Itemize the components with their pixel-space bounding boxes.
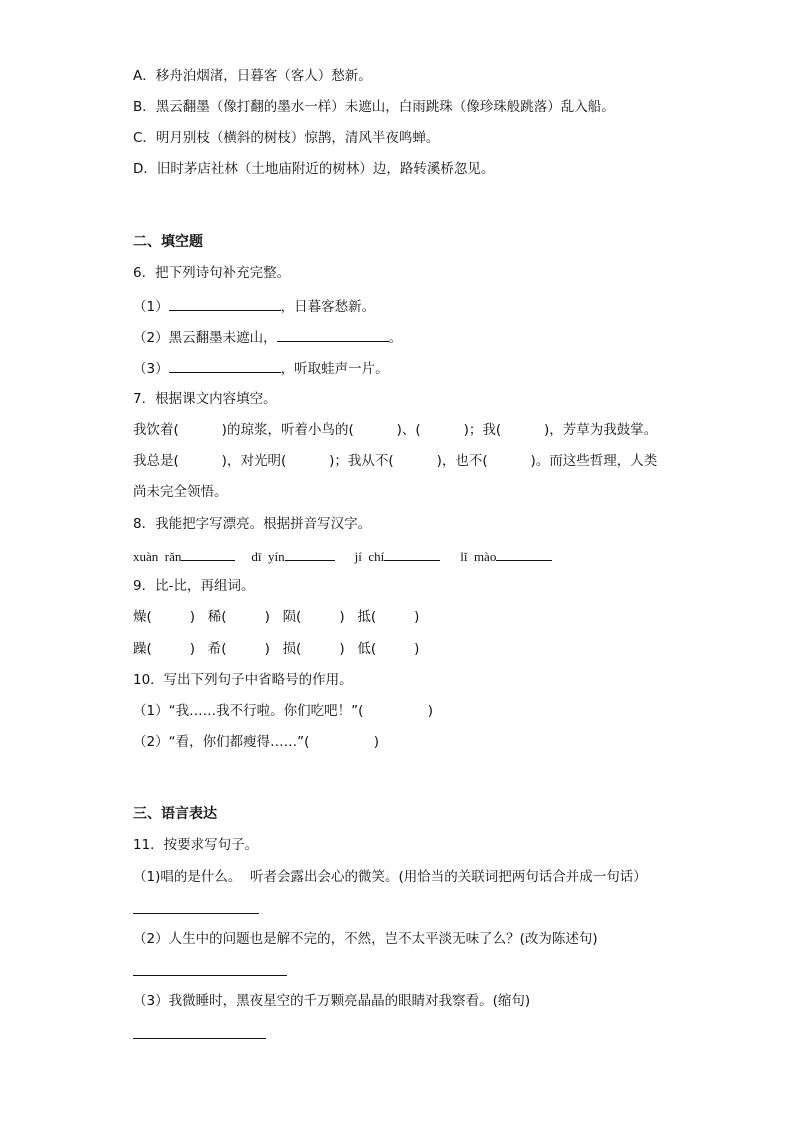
question-10-title: 10．写出下列句子中省略号的作用。	[133, 672, 353, 688]
char-label: 陨(	[282, 609, 302, 625]
item-text: 。	[388, 330, 403, 346]
paren: )	[189, 641, 196, 657]
pinyin-label: jí chí	[354, 549, 385, 564]
question-7-line-3: 尚未完全领悟。	[133, 484, 228, 500]
question-10-item-1: （1）“我……我不行啦。你们吃吧！”( )	[133, 703, 433, 719]
option-a: A．移舟泊烟渚，日暮客（客人）愁新。	[133, 68, 372, 84]
char-label: 低(	[357, 641, 377, 657]
char-label: 损(	[282, 641, 302, 657]
answer-blank[interactable]	[277, 327, 389, 342]
item-number: （1）	[133, 299, 169, 315]
char-label: 稀(	[207, 609, 227, 625]
item-text: ，日暮客愁新。	[280, 299, 376, 315]
question-7-title: 7．根据课文内容填空。	[133, 391, 277, 407]
question-9-title: 9．比-比，再组词。	[133, 578, 255, 594]
pinyin-label: xuàn rǎn	[133, 549, 182, 564]
paren: )	[339, 609, 345, 625]
answer-blank[interactable]	[169, 358, 281, 373]
section-heading-fill-blank: 二、填空题	[133, 234, 203, 250]
paren: )	[339, 641, 345, 657]
option-c: C．明月别枝（横斜的树枝）惊鹊，清风半夜鸣蝉。	[133, 130, 440, 146]
paren: )	[264, 609, 270, 625]
question-11-item-3: （3）我微睡时，黑夜星空的千万颗亮晶晶的眼睛对我察看。(缩句)	[133, 993, 531, 1009]
option-b: B．黑云翻墨（像打翻的墨水一样）未遮山，白雨跳珠（像珍珠般跳落）乱入船。	[133, 99, 615, 115]
paren: )	[414, 609, 420, 625]
pinyin-label: dī yín	[251, 549, 285, 564]
question-9-row-2	[133, 640, 419, 658]
char-label: 抵(	[357, 609, 377, 625]
char-label: 希(	[207, 641, 227, 657]
answer-line[interactable]	[133, 975, 287, 976]
item-text: （2）黑云翻墨未遮山，	[133, 330, 277, 346]
question-11-item-1: （1)唱的是什么。 听者会露出会心的微笑。(用恰当的关联词把两句话合并成一句话）	[133, 869, 647, 885]
question-7-line-1: 我饮着( )的琼浆，听着小鸟的( )、( )；我( )，芳草为我鼓掌。	[133, 422, 658, 438]
question-7-line-2: 我总是( )，对光明( )；我从不( )，也不( )。而这些哲理，人类	[133, 453, 658, 469]
question-9-row-1	[133, 608, 419, 626]
question-6-item-2	[133, 327, 402, 347]
question-11-item-2: （2）人生中的问题也是解不完的，不然，岂不太平淡无味了么？(改为陈述句)	[133, 931, 598, 947]
answer-blank[interactable]	[181, 546, 235, 561]
question-10-item-2: （2）“看，你们都瘦得……”( )	[133, 734, 379, 750]
char-label: 燥(	[133, 609, 152, 625]
answer-blank[interactable]	[285, 546, 335, 561]
item-number: （3）	[133, 361, 169, 377]
paren: )	[264, 641, 270, 657]
answer-blank[interactable]	[496, 546, 552, 561]
paren: )	[414, 641, 420, 657]
answer-blank[interactable]	[169, 296, 281, 311]
answer-line[interactable]	[133, 1038, 266, 1039]
question-6-item-1	[133, 296, 375, 316]
answer-blank[interactable]	[384, 546, 440, 561]
paren: )	[189, 609, 196, 625]
char-label: 躁(	[133, 641, 152, 657]
question-8-title: 8．我能把字写漂亮。根据拼音写汉字。	[133, 516, 372, 532]
question-8-pinyin-row	[133, 546, 552, 566]
question-6-title: 6．把下列诗句补充完整。	[133, 265, 291, 281]
answer-line[interactable]	[133, 913, 259, 914]
option-d: D．旧时茅店社林（土地庙附近的树林）边，路转溪桥忽见。	[133, 161, 495, 177]
item-text: ，听取蛙声一片。	[280, 361, 389, 377]
pinyin-label: lǐ mào	[460, 549, 497, 564]
question-6-item-3	[133, 358, 389, 378]
question-11-title: 11．按要求写句子。	[133, 837, 259, 853]
section-heading-expression: 三、语言表达	[133, 806, 217, 822]
